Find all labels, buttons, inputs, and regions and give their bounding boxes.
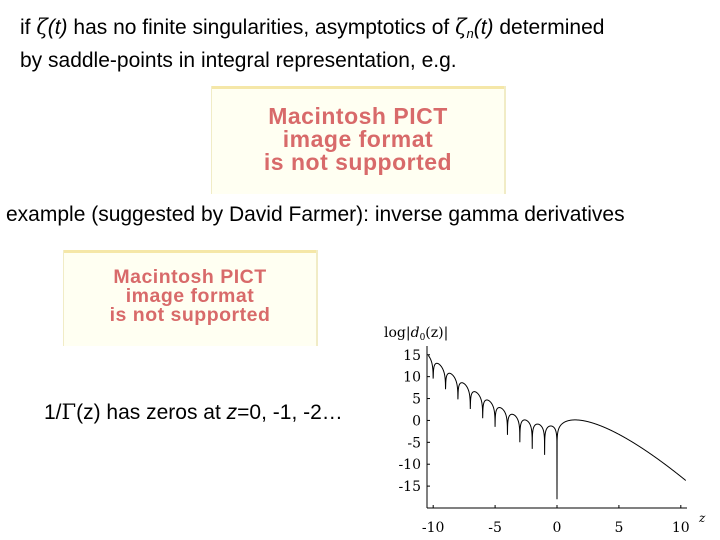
intro-if: if [20,16,37,39]
pict-line-2: image format [125,285,255,307]
pict-line-3: is not supported [263,149,453,175]
x-axis-label: z [699,511,706,525]
y-tick-label: -15 [398,479,421,496]
y-tick-label: 0 [412,413,421,430]
zeta-arg: (t) [47,16,68,39]
zeta-n-symbol: ζ [455,15,467,39]
intro-text [20,14,710,74]
pict-line-1: Macintosh PICT [268,103,448,129]
intro-mid: has no finite singularities, asymptotics of [67,16,456,39]
y-tick-labels [398,348,430,495]
x-tick-labels [422,505,690,536]
y-axis-label: $\log|d_0(z)|$ [384,325,449,343]
zeros-var: z [226,401,238,424]
zeta-symbol: ζ [36,15,48,39]
series-line [428,355,686,499]
y-tick-label: 15 [403,347,421,364]
zeros-text [44,400,343,425]
pict-placeholder-text [64,268,316,325]
y-tick-label: 5 [412,391,421,408]
intro-line-1 [20,14,710,47]
pict-line-1: Macintosh PICT [113,266,267,288]
zeta-n-arg: (t) [473,16,494,39]
pict-placeholder-image [211,86,506,194]
x-tick-label: 10 [671,520,690,536]
intro-line-2: by saddle-points in integral representation, e.g. [20,49,457,72]
pict-top-border [64,250,316,253]
example-text: example (suggested by David Farmer): inverse gamma derivatives [6,203,625,226]
gamma-derivative-plot [372,318,717,538]
zeros-values: =0, -1, -2… [237,401,343,424]
y-tick-label: 10 [403,369,421,386]
intro-determined: determined [493,16,605,39]
x-tick-label: -5 [488,520,502,536]
x-tick-label: -10 [421,520,445,536]
pict-placeholder-image [63,250,318,346]
pict-top-border [212,86,504,89]
x-tick-label: 0 [552,520,562,536]
pict-line-2: image format [282,126,434,152]
pict-line-3: is not supported [109,304,271,326]
x-tick-label: 5 [614,520,624,536]
gamma-symbol: Γ [61,400,77,424]
zeros-prefix: 1/ [44,401,62,424]
y-tick-label: -10 [398,457,421,474]
pict-placeholder-text [212,105,504,174]
zeros-arg: (z) has zeros at [76,401,227,424]
y-tick-label: -5 [407,435,421,452]
zeta-n-subscript: n [466,26,474,41]
